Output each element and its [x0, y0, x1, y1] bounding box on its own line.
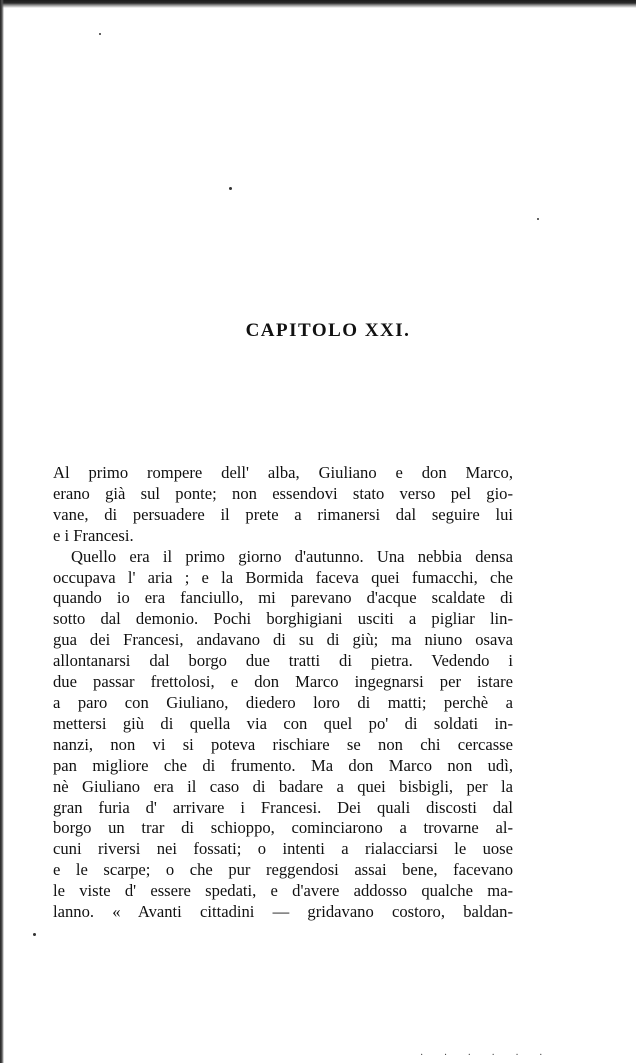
chapter-title: CAPITOLO XXI.: [245, 320, 411, 341]
chapter-body-text: [53, 463, 513, 923]
text-line: Al primo rompere dell' alba, Giuliano e don Marco,: [53, 463, 513, 482]
text-line: le viste d' essere spedati, e d'avere addosso qualche ma-: [53, 881, 513, 901]
text-line: mettersi giù di quella via con quel po' di soldati in-: [53, 713, 513, 733]
ink-speck: [33, 933, 36, 936]
text-line: allontanarsi dal borgo due tratti di pietra. Vedendo i: [53, 651, 513, 671]
ink-speck: [229, 187, 232, 190]
text-line: e i Francesi.: [53, 525, 134, 545]
text-line: borgo un trar di schioppo, cominciarono a trovarne al-: [53, 818, 513, 838]
text-line: nè Giuliano era il caso di badare a quei bisbigli, per la: [53, 776, 513, 796]
ink-speck: [99, 33, 101, 35]
text-line: pan migliore che di frumento. Ma don Marco non udì,: [53, 755, 513, 775]
text-line: nanzi, non vi si poteva rischiare se non chi cercasse: [53, 734, 513, 754]
text-line: occupava l' aria ; e la Bormida faceva quei fumacchi, che: [53, 567, 513, 587]
text-line: a paro con Giuliano, diedero loro di matti; perchè a: [53, 692, 513, 712]
bottom-scan-noise: · · · · · ·: [420, 1050, 552, 1061]
text-line: lanno. « Avanti cittadini — gridavano costoro, baldan-: [53, 902, 513, 922]
text-line: cuni riversi nei fossati; o intenti a rialacciarsi le uose: [53, 839, 513, 859]
text-line: quando io era fanciullo, mi parevano d'acque scaldate di: [53, 588, 513, 608]
page-left-edge-shadow: [0, 0, 4, 1063]
text-line: gua dei Francesi, andavano di su di giù; ma niuno osava: [53, 630, 513, 650]
page-top-edge-shadow: [0, 0, 636, 8]
text-line: sotto dal demonio. Pochi borghigiani usciti a pigliar lin-: [53, 609, 513, 629]
text-line: erano già sul ponte; non essendovi stato verso pel gio-: [53, 483, 513, 503]
text-line: vane, di persuadere il prete a rimanersi dal seguire lui: [53, 504, 513, 524]
text-line: e le scarpe; o che pur reggendosi assai bene, facevano: [53, 860, 513, 880]
text-line: Quello era il primo giorno d'autunno. Una nebbia densa: [71, 546, 513, 566]
text-line: due passar frettolosi, e don Marco ingegnarsi per istare: [53, 672, 513, 692]
text-line: gran furia d' arrivare i Francesi. Dei quali discosti dal: [53, 797, 513, 817]
ink-speck: [537, 218, 539, 220]
